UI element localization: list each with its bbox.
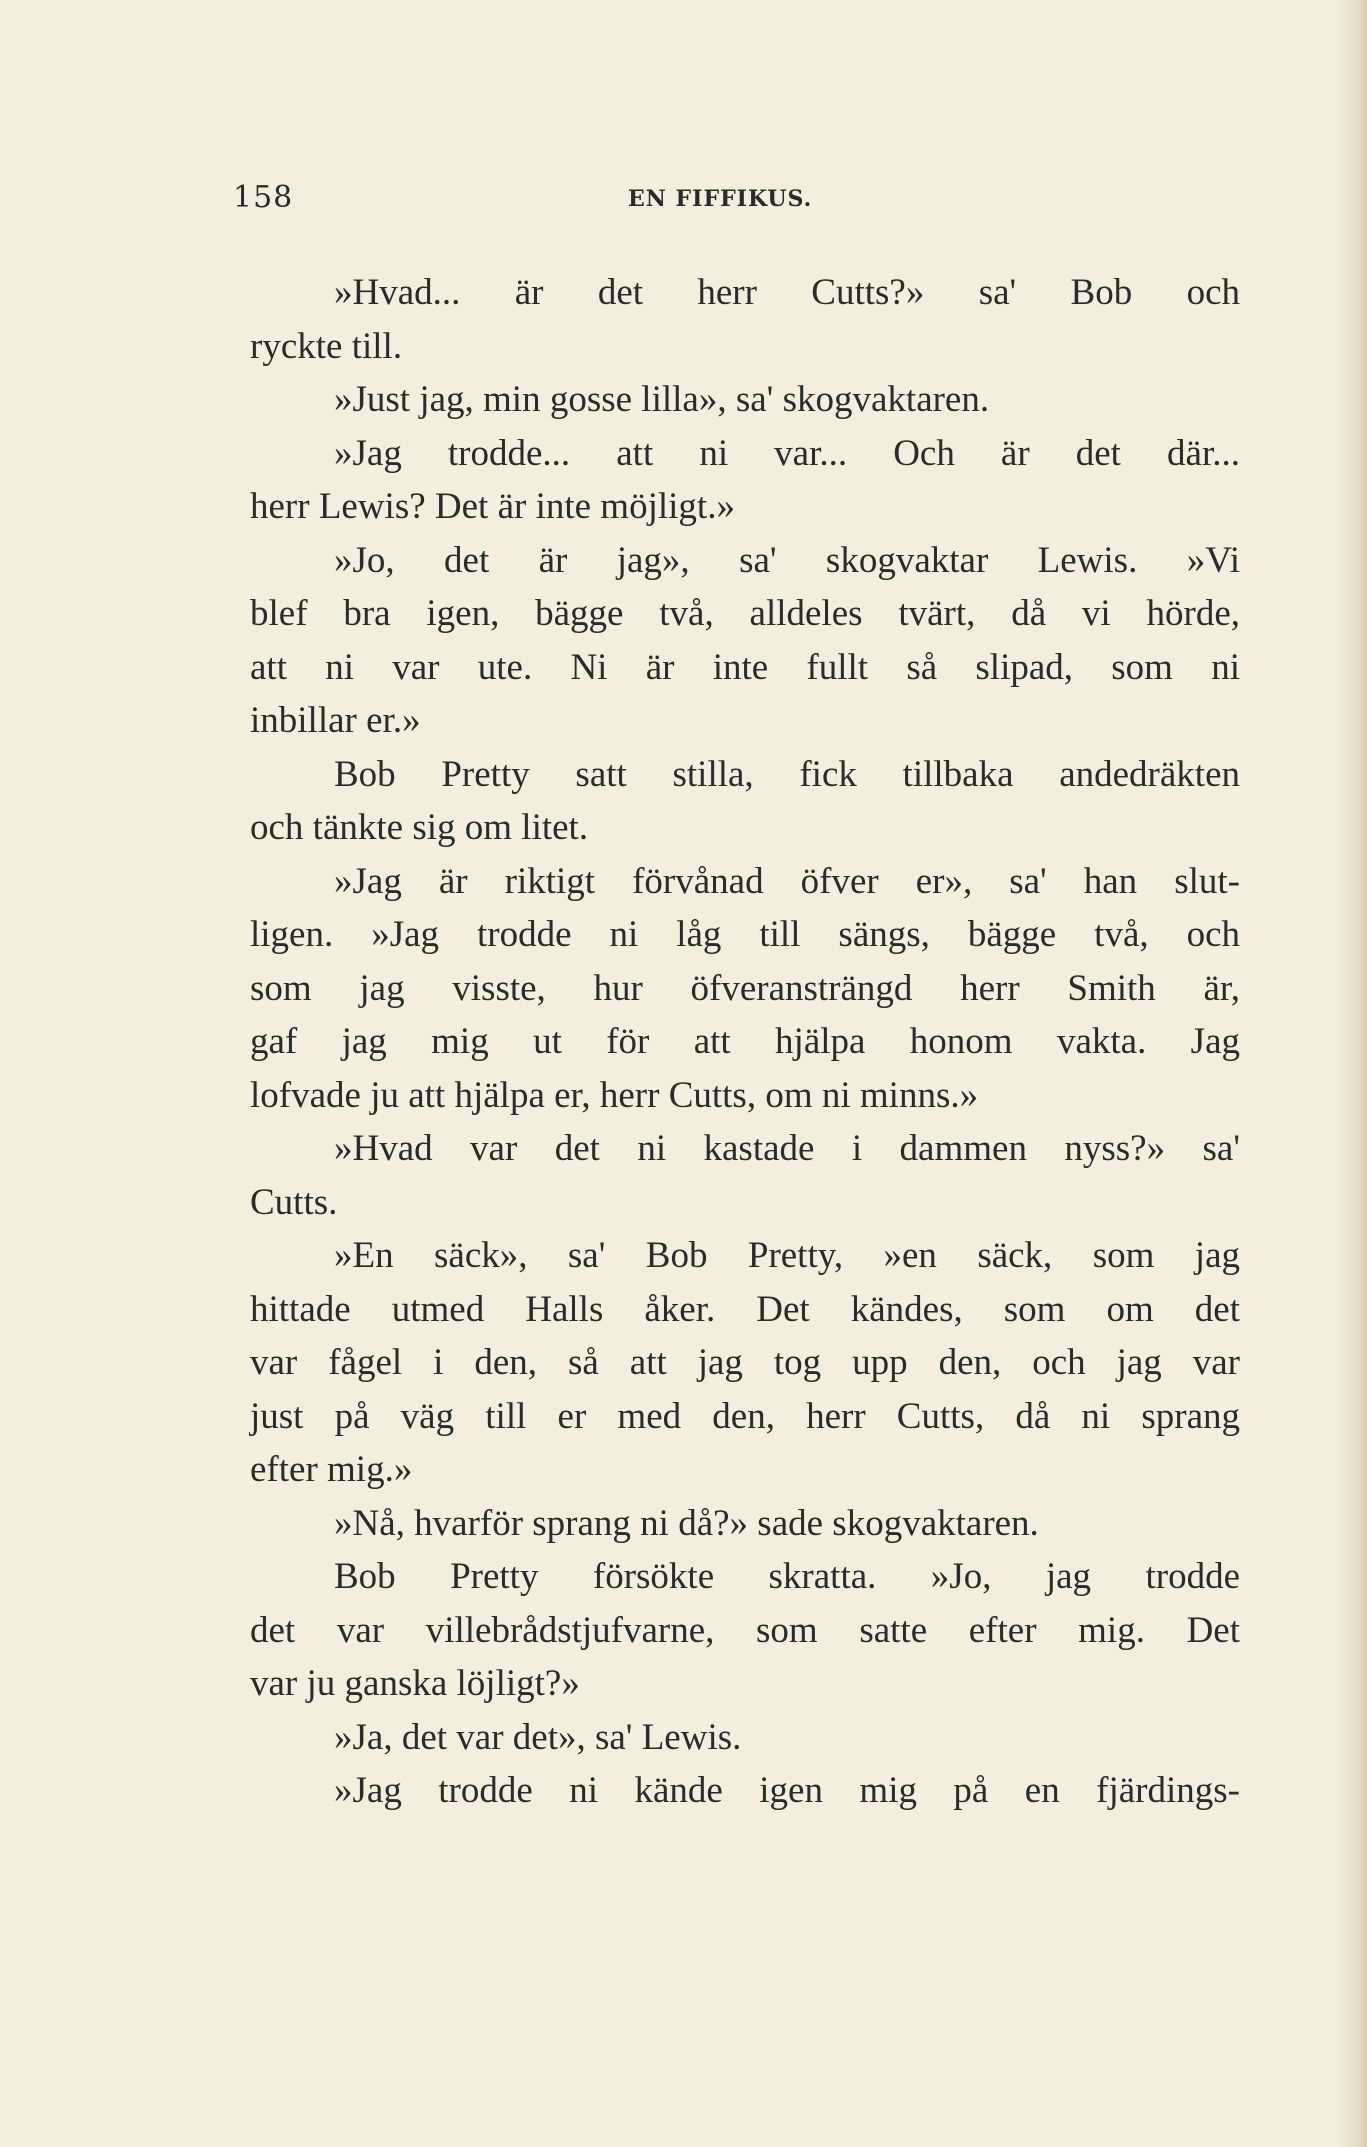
page-number: 158 (233, 180, 294, 215)
text-line: hittade utmed Halls åker. Det kändes, som om det (250, 1288, 1240, 1330)
text-line: »Just jag, min gosse lilla», sa' skogvaktaren. (334, 379, 990, 420)
text-line: herr Lewis? Det är inte möjligt.» (250, 486, 735, 527)
text-line: »Jag trodde... att ni var... Och är det där... (334, 432, 1240, 474)
text-line: ryckte till. (250, 325, 403, 367)
text-line: Cutts. (250, 1181, 338, 1223)
text-line: det var villebrådstjufvarne, som satte efter mig. Det (250, 1609, 1240, 1651)
text-line: Bob Pretty försökte skratta. »Jo, jag trodde (334, 1556, 1240, 1597)
text-line: efter mig.» (250, 1449, 413, 1490)
text-line: just på väg till er med den, herr Cutts, då ni sprang (250, 1395, 1240, 1437)
running-head: EN FIFFIKUS. (628, 186, 813, 212)
text-line: lofvade ju att hjälpa er, herr Cutts, om ni minns.» (250, 1074, 979, 1116)
text-line: »En säck», sa' Bob Pretty, »en säck, som jag (334, 1235, 1240, 1276)
text-line: »Hvad... är det herr Cutts?» sa' Bob och (334, 272, 1240, 313)
text-line: inbillar er.» (250, 700, 421, 741)
text-line: »Hvad var det ni kastade i dammen nyss?» sa' (334, 1128, 1240, 1169)
text-line: var fågel i den, så att jag tog upp den, och jag var (250, 1342, 1240, 1383)
text-line: Bob Pretty satt stilla, fick tillbaka andedräkten (334, 753, 1240, 795)
text-line: och tänkte sig om litet. (250, 807, 589, 848)
text-line: »Ja, det var det», sa' Lewis. (334, 1716, 742, 1758)
text-line: »Jo, det är jag», sa' skogvaktar Lewis. »Vi (334, 539, 1240, 581)
text-line: gaf jag mig ut för att hjälpa honom vakta. Jag (250, 1021, 1240, 1062)
page-header (233, 180, 1240, 230)
text-line: blef bra igen, bägge två, alldeles tvärt, då vi hörde, (250, 593, 1240, 634)
body-text (250, 266, 1240, 1818)
page-edge-shadow (1337, 0, 1367, 2147)
text-line: »Nå, hvarför sprang ni då?» sade skogvaktaren. (334, 1502, 1039, 1544)
text-line: att ni var ute. Ni är inte fullt så slipad, som ni (250, 646, 1240, 688)
text-line: ligen. »Jag trodde ni låg till sängs, bägge två, och (250, 914, 1240, 955)
text-line: »Jag är riktigt förvånad öfver er», sa' han slut- (334, 860, 1240, 902)
text-line: som jag visste, hur öfveransträngd herr Smith är, (250, 967, 1240, 1009)
text-line: »Jag trodde ni kände igen mig på en fjärdings- (334, 1770, 1240, 1811)
text-line: var ju ganska löjligt?» (250, 1663, 580, 1704)
